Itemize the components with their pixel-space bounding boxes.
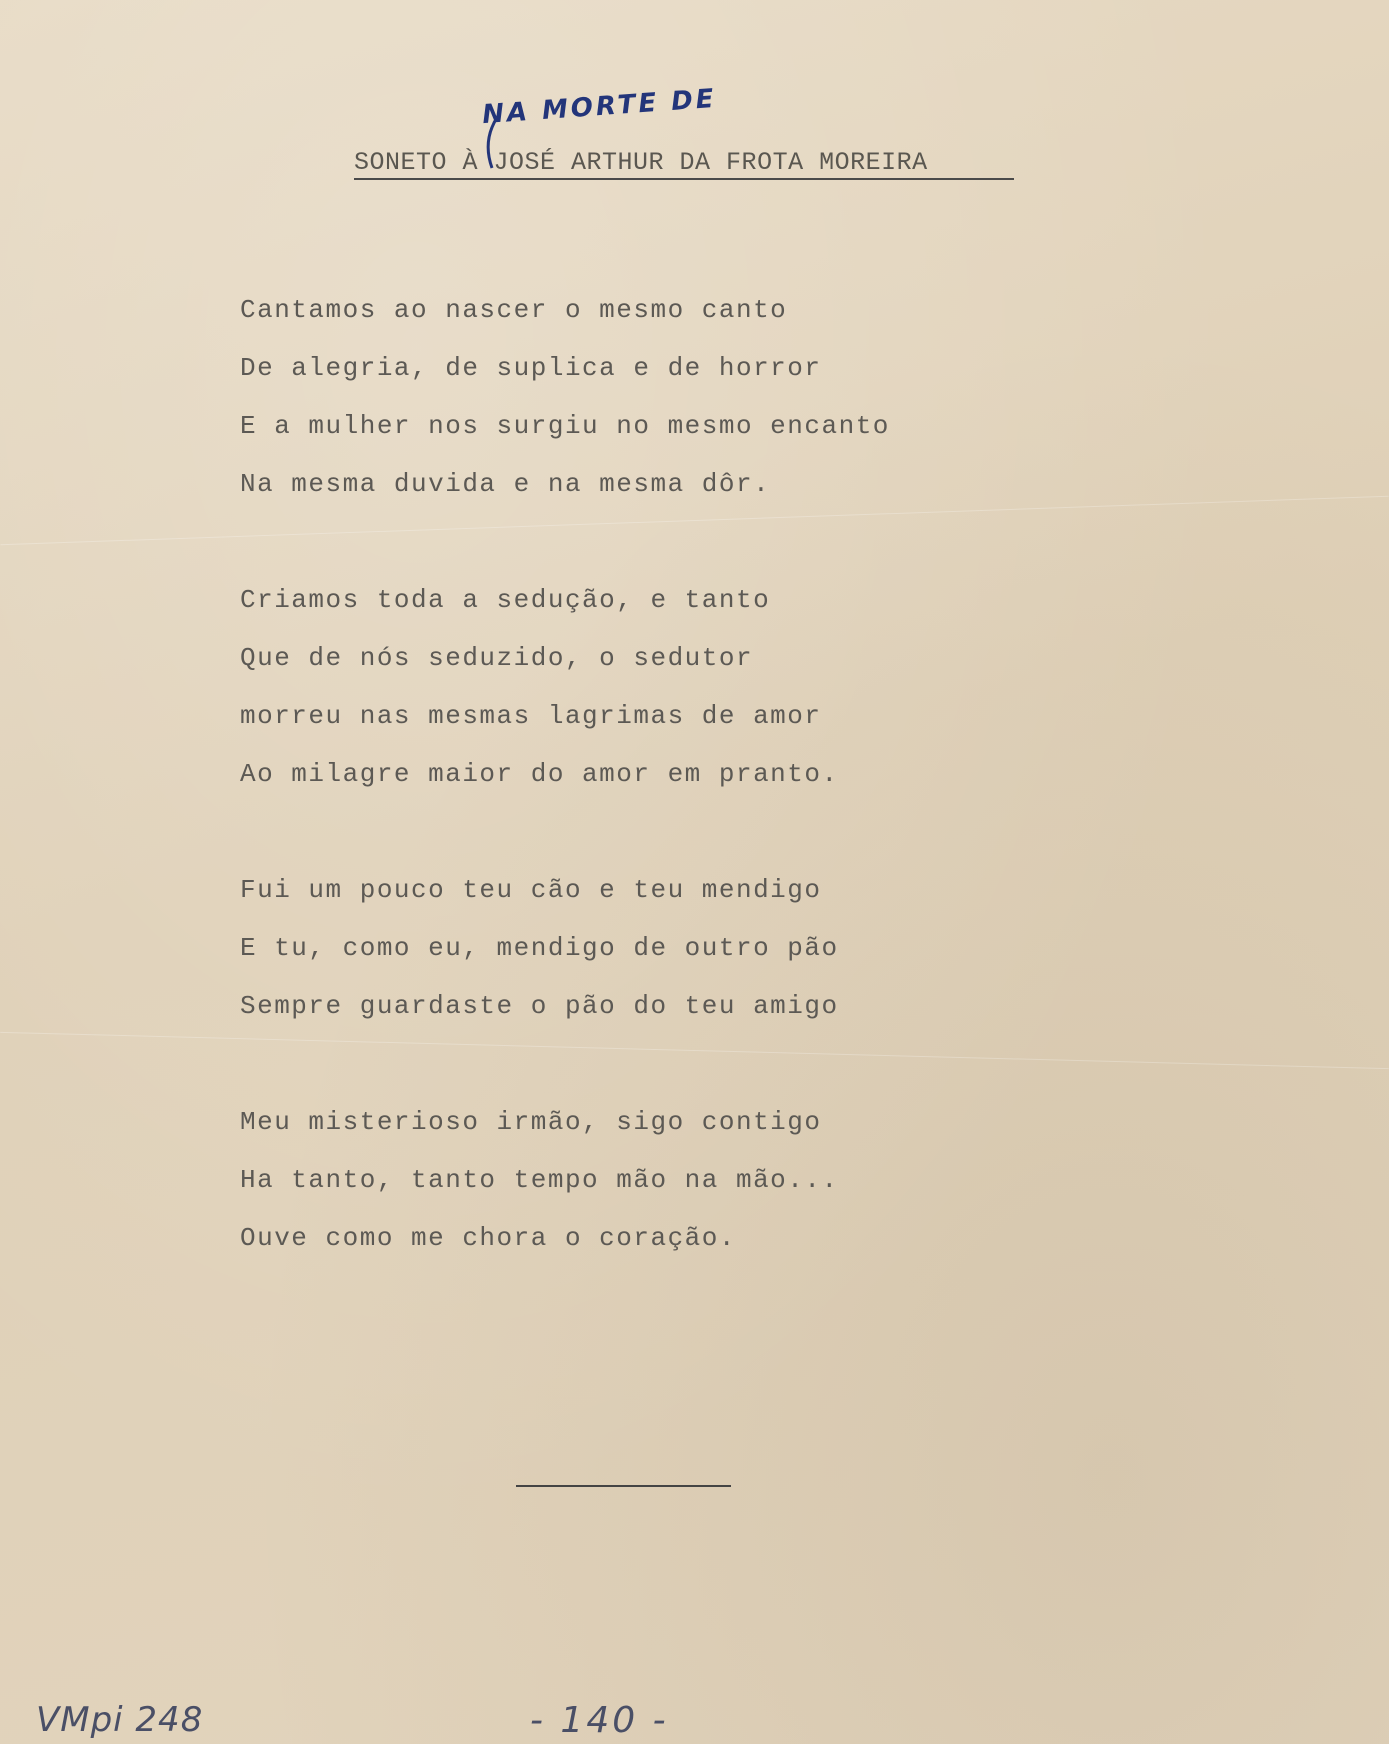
poem-line: E a mulher nos surgiu no mesmo encanto: [240, 411, 890, 441]
poem-line: morreu nas mesmas lagrimas de amor: [240, 701, 822, 731]
stanza: [240, 870, 890, 1044]
page-number: - 140 -: [530, 1700, 669, 1741]
poem-line: Ha tanto, tanto tempo mão na mão...: [240, 1165, 839, 1195]
poem-line: Criamos toda a sedução, e tanto: [240, 585, 771, 615]
stanza: [240, 580, 890, 812]
stanza: [240, 1102, 890, 1276]
handwritten-note: NA MORTE DE: [481, 83, 718, 131]
poem-line: Sempre guardaste o pão do teu amigo: [240, 991, 839, 1021]
poem-line: Ouve como me chora o coração.: [240, 1223, 736, 1253]
poem-line: Fui um pouco teu cão e teu mendigo: [240, 875, 822, 905]
poem-line: Ao milagre maior do amor em pranto.: [240, 759, 839, 789]
poem-body: [240, 290, 890, 1334]
poem-line: E tu, como eu, mendigo de outro pão: [240, 933, 839, 963]
poem-line: Meu misterioso irmão, sigo contigo: [240, 1107, 822, 1137]
poem-line: Que de nós seduzido, o sedutor: [240, 643, 754, 673]
end-rule: [516, 1485, 731, 1487]
stanza: [240, 290, 890, 522]
title-underline: [354, 178, 1014, 180]
poem-title: SONETO À JOSÉ ARTHUR DA FROTA MOREIRA: [354, 148, 928, 177]
catalog-mark: VMpi 248: [36, 1700, 204, 1740]
poem-line: De alegria, de suplica e de horror: [240, 353, 822, 383]
poem-line: Na mesma duvida e na mesma dôr.: [240, 469, 771, 499]
poem-line: Cantamos ao nascer o mesmo canto: [240, 295, 788, 325]
